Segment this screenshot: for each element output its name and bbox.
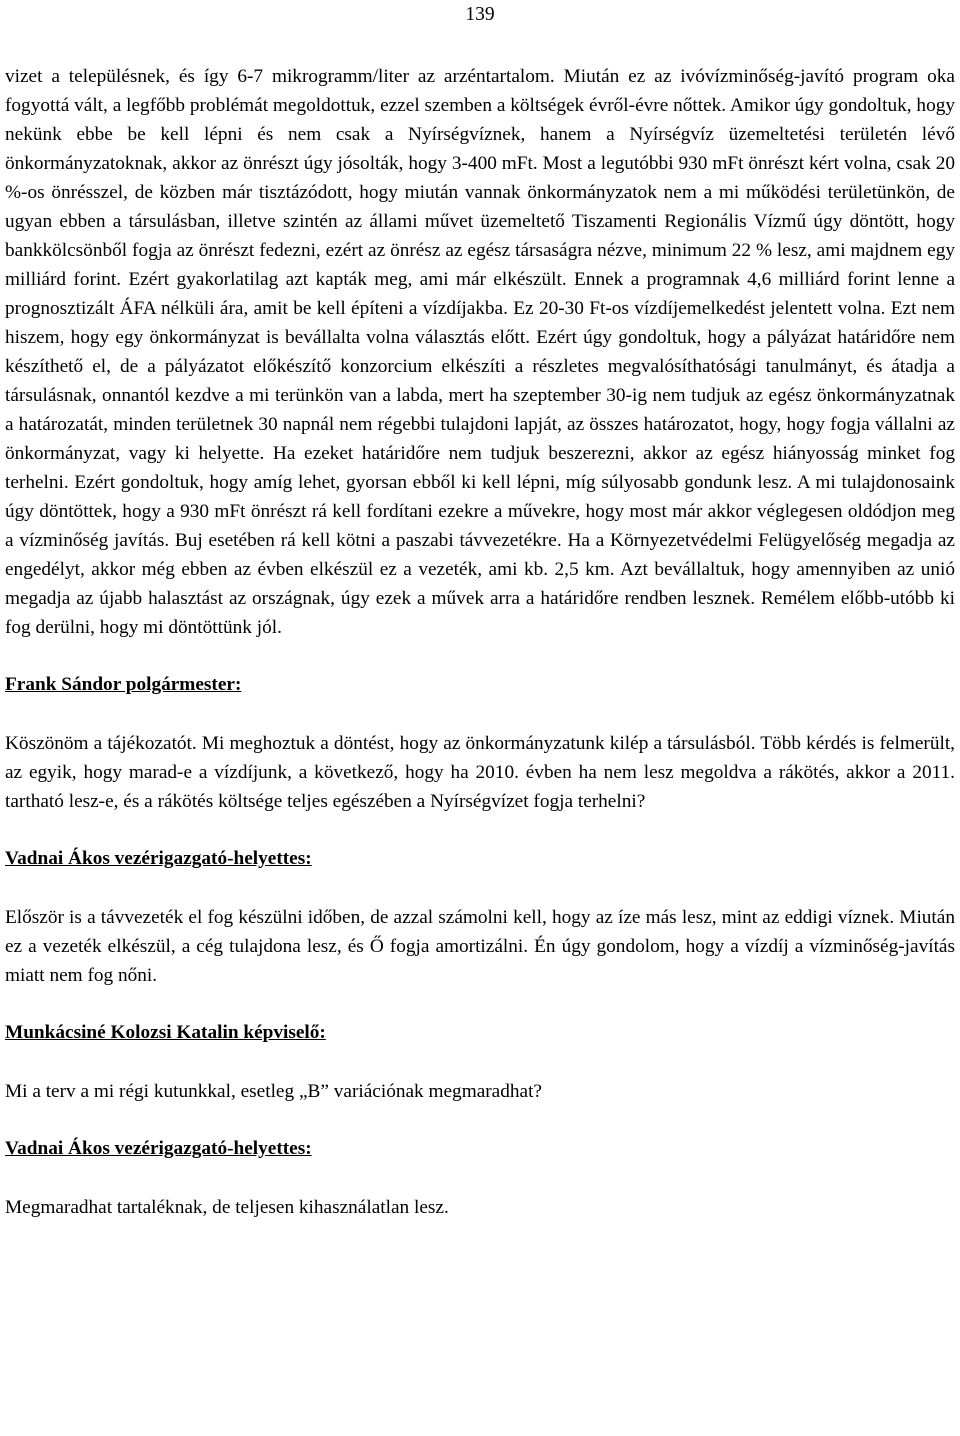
speaker-heading (5, 1134, 955, 1163)
paragraph-frank-sandor: Köszönöm a tájékozatót. Mi meghoztuk a döntést, hogy az önkormányzatunk kilép a társulásból. Több kérdés is felmerült, az egyik, hogy marad-e a vízdíjunk, a következő, hogy ha 2010. évben ha nem lesz megoldva a rákötés, akkor a 2011. tartható lesz-e, és a rákötés költsége teljes egészében a Nyírségvízet fogja terhelni? (5, 733, 955, 812)
page-number: 139 (465, 4, 495, 25)
speaker-name: Vadnai Ákos vezérigazgató-helyettes: (5, 1138, 312, 1159)
speaker-heading (5, 1018, 955, 1047)
paragraph-munkacsine: Mi a terv a mi régi kutunkkal, esetleg „B” variációnak megmaradhat? (5, 1081, 542, 1102)
paragraph-vadnai-akos-1: Először is a távvezeték el fog készülni időben, de azzal számolni kell, hogy az íze más lesz, mint az eddigi víznek. Miután ez a vezeték elkészül, a cég tulajdona lesz, és Ő fogja amortizálni. Én úgy gondolom, hogy a vízdíj a vízminőség-javítás miatt nem fog nőni. (5, 907, 955, 986)
paragraph-intro-report: vizet a településnek, és így 6-7 mikrogramm/liter az arzéntartalom. Miután ez az ivóvízminőség-javító program oka fogyottá vált, a legfőbb problémát megoldottuk, ezzel szemben a költségek évről-évre nőttek. Amikor úgy gondoltuk, hogy nekünk ebbe be kell lépni és nem csak a Nyírségvíznek, hanem a Nyírségvíz üzemeltetési területén lévő önkormányzatoknak, akkor az önrészt úgy jósolták, hogy 3-400 mFt. Most a legutóbbi 930 mFt önrészt kért volna, csak 20 %-os önrésszel, de közben már tisztázódott, hogy miután vannak önkormányzatok nem a mi működési területünkön, de ugyan ebben a társulásban, illetve szintén az állami művet üzemeltető Tiszamenti Regionális Vízmű úgy döntött, hogy bankkölcsönből fogja az önrészt fedezni, ezért az önrész az egész társaságra nézve, minimum 22 % lesz, ami majdnem egy milliárd forint. Ezért gyakorlatilag azt kapták meg, ami már elkészült. Ennek a programnak 4,6 milliárd forint lenne a prognosztizált ÁFA nélküli ára, amit be kell építeni a vízdíjakba. Ez 20-30 Ft-os vízdíjemelkedést jelentett volna. Ezt nem hiszem, hogy egy önkormányzat is bevállalta volna választás előtt. Ezért úgy gondoltuk, hogy a pályázat határidőre nem készíthető el, de a pályázatot előkészítő konzorcium elkészíti a részletes megvalósíthatósági tanulmányt, és átadja a társulásnak, onnantól kezdve a mi terünkön van a labda, mert ha szeptember 30-ig nem tudjuk az egész önkormányzatnak a határozatát, minden területnek 30 napnál nem régebbi tulajdoni lapját, az összes határozatot, hogy, hogy fogja vállalni az önkormányzat, vagy ki helyette. Ha ezeket határidőre nem tudjuk beszerezni, akkor az egész hiányosság minket fog terhelni. Ezért gondoltuk, hogy amíg lehet, gyorsan ebből ki kell lépni, míg súlyosabb gondunk lesz. A mi tulajdonosaink úgy döntöttek, hogy a 930 mFt önrészt rá kell fordítani ezekre a művekre, hogy most már akkor véglegesen oldódjon meg a vízminőség javítás. Buj esetében rá kell kötni a paszabi távvezetékre. Ha a Környezetvédelmi Felügyelőség megadja az engedélyt, akkor még ebben az évben elkészül ez a vezeték, ami kb. 2,5 km. Azt bevállaltuk, hogy amennyiben az unió megadja az újabb halasztást az országnak, úgy ezek a művek arra a határidőre rendben lesznek. Remélem előbb-utóbb ki fog derülni, hogy mi döntöttünk jól. (5, 66, 955, 638)
speaker-heading (5, 844, 955, 873)
speaker-heading (5, 670, 955, 699)
speaker-name: Vadnai Ákos vezérigazgató-helyettes: (5, 848, 312, 869)
document-body (5, 62, 955, 1222)
speaker-name: Frank Sándor polgármester: (5, 674, 242, 695)
speaker-name: Munkácsiné Kolozsi Katalin képviselő: (5, 1022, 326, 1043)
paragraph-vadnai-akos-2: Megmaradhat tartaléknak, de teljesen kihasználatlan lesz. (5, 1197, 449, 1218)
